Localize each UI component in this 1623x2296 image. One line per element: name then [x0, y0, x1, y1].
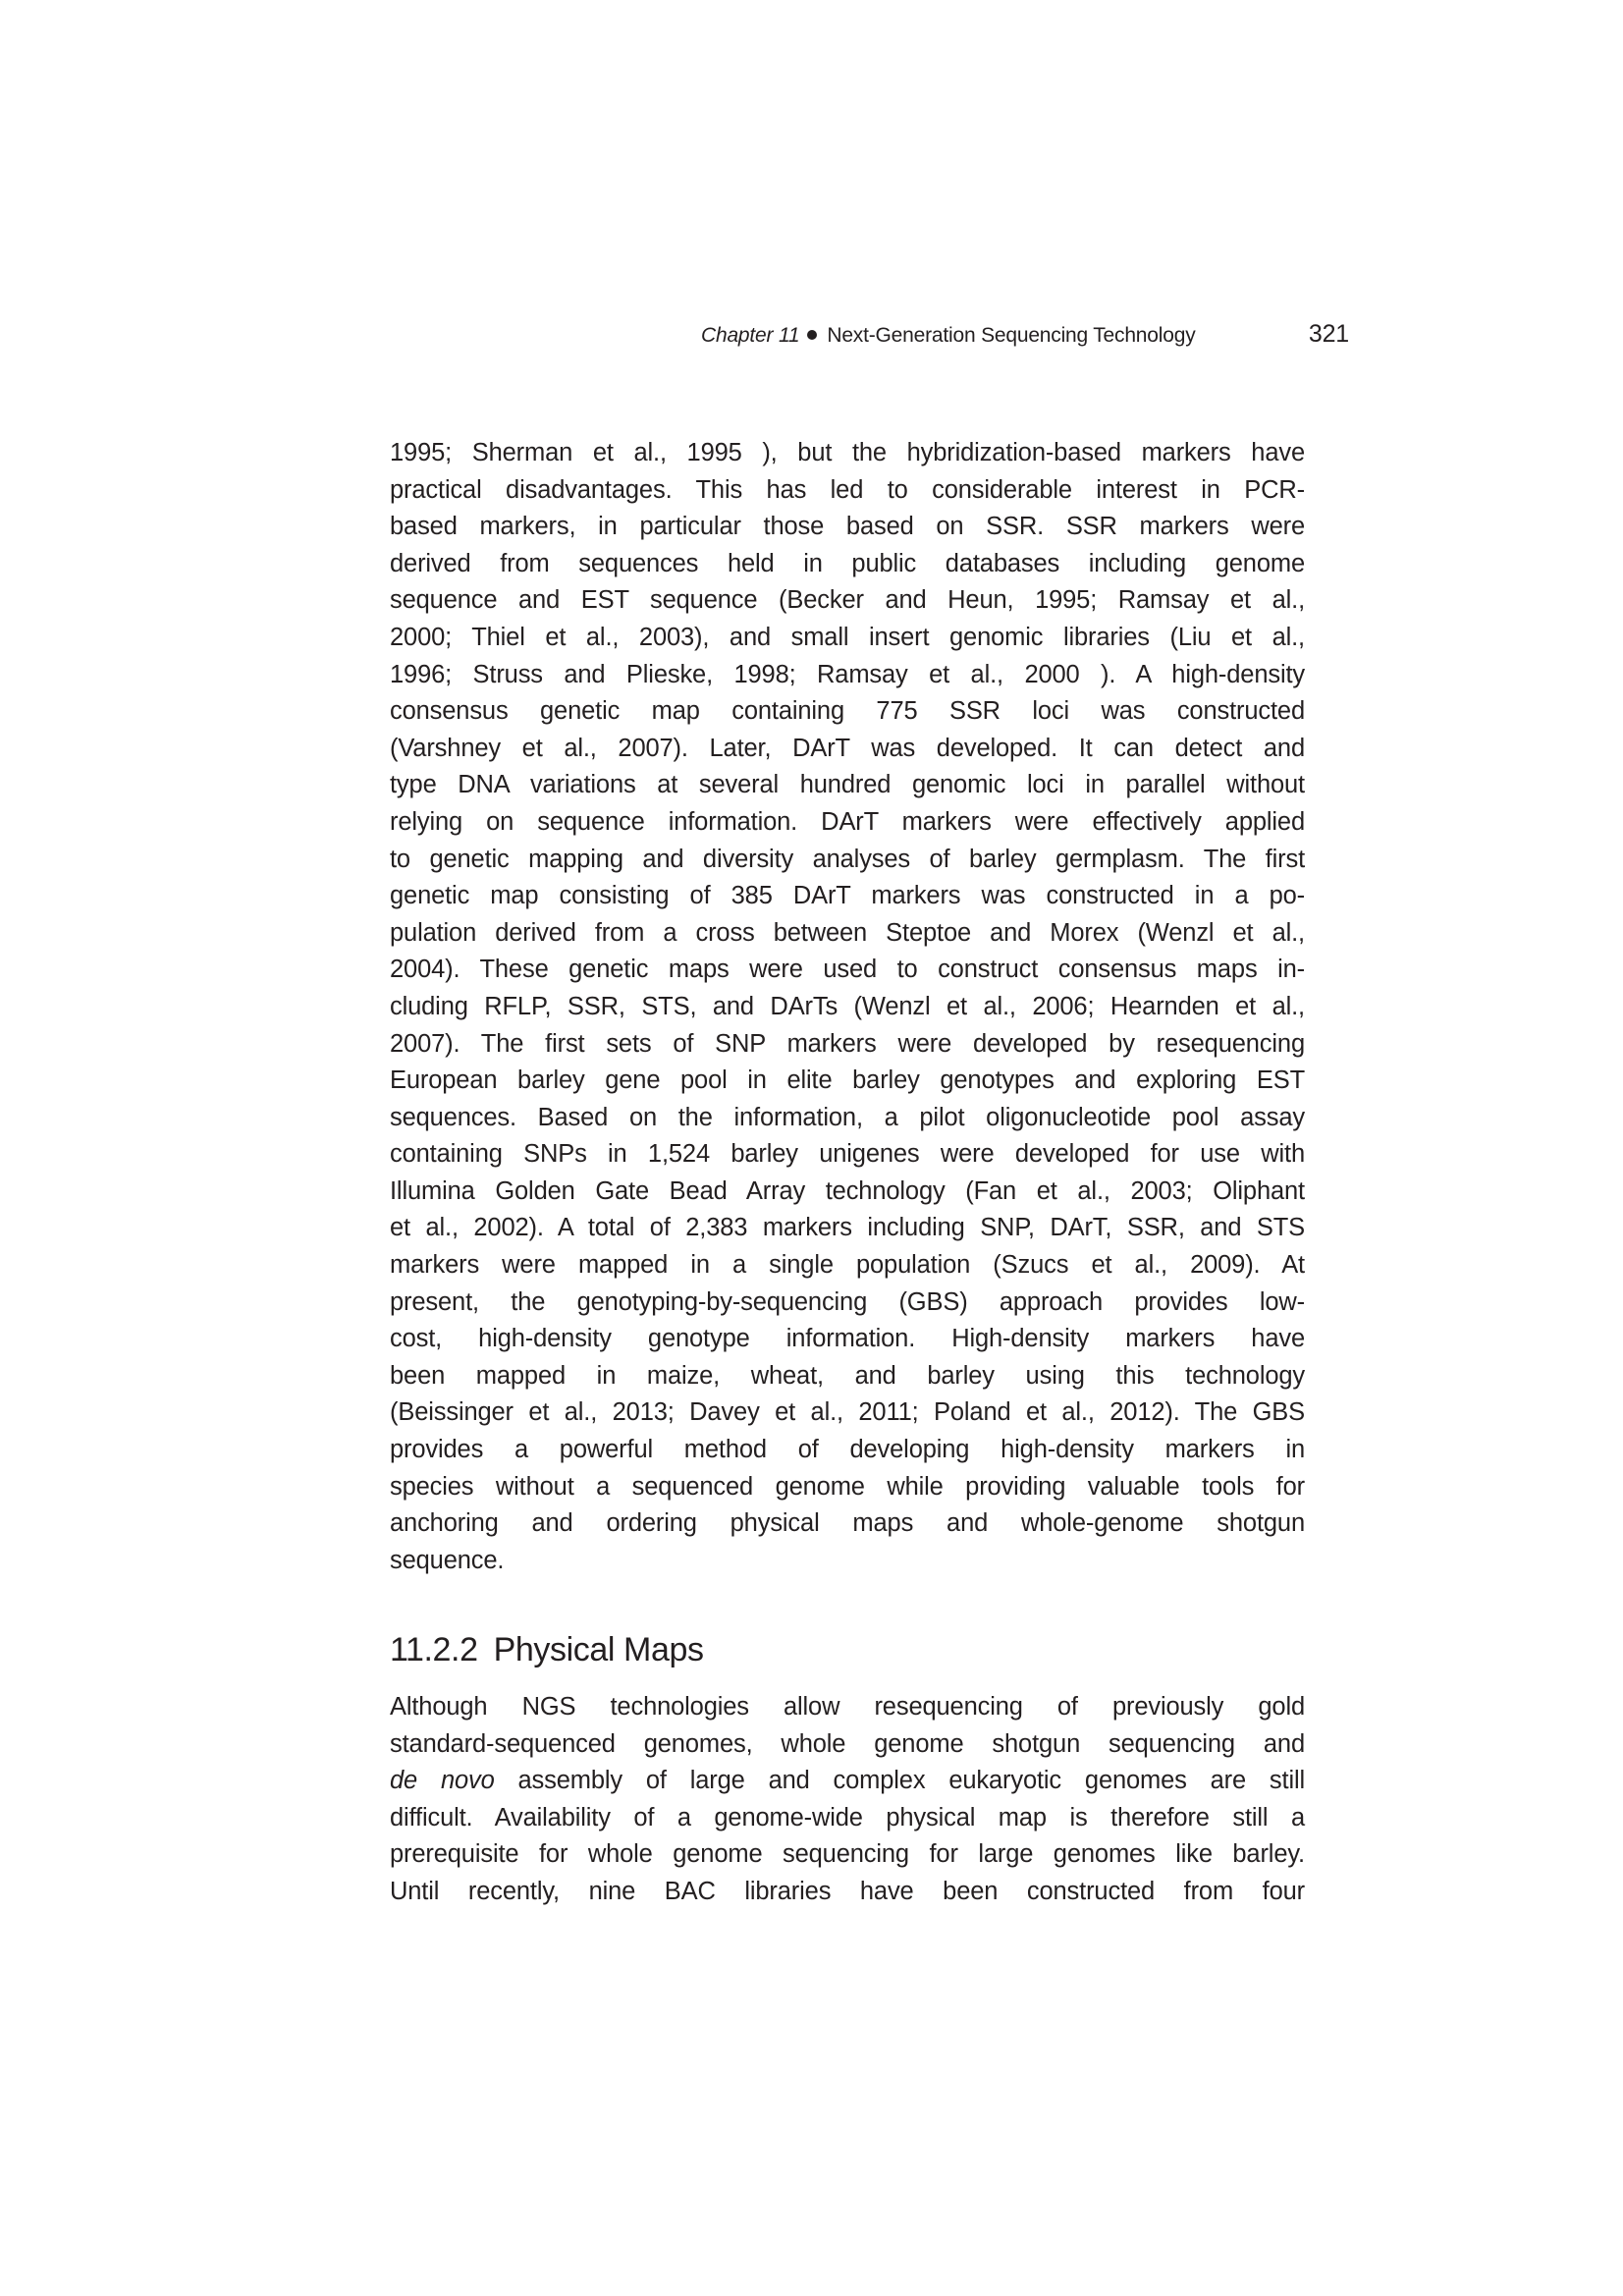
text-line: anchoring and ordering physical maps and whole-genome shotgun — [390, 1509, 1305, 1538]
text-line: relying on sequence information. DArT markers were effectively applied — [390, 807, 1305, 836]
text-line: 1995; Sherman et al., 1995 ), but the hybridization-based markers have — [390, 439, 1305, 466]
text-line: sequence and EST sequence (Becker and Heun, 1995; Ramsay et al., — [390, 586, 1305, 615]
text-line: markers were mapped in a single population (Szucs et al., 2009). At — [390, 1251, 1305, 1280]
text-line: practical disadvantages. This has led to considerable interest in PCR- — [390, 475, 1305, 504]
text-line: 2007). The first sets of SNP markers were developed by resequencing — [390, 1029, 1305, 1058]
italic-term: de novo — [390, 1767, 495, 1795]
text-line: provides a powerful method of developing high-density markers in — [390, 1436, 1305, 1464]
text-line: species without a sequenced genome while providing valuable tools for — [390, 1472, 1305, 1501]
text-line: cost, high-density genotype information. High-density markers have — [390, 1325, 1305, 1353]
text-line: present, the genotyping-by-sequencing (GBS) approach provides low- — [390, 1287, 1305, 1316]
running-head — [701, 320, 1349, 355]
text-line — [390, 1763, 1305, 1800]
text-line: based markers, in particular those based on SSR. SSR markers were — [390, 513, 1305, 541]
page-number: 321 — [1308, 320, 1349, 348]
body-paragraph-2 — [390, 1689, 1305, 1911]
text-line: Illumina Golden Gate Bead Array technology (Fan et al., 2003; Oliphant — [390, 1176, 1305, 1205]
text-line: pulation derived from a cross between Steptoe and Morex (Wenzl et al., — [390, 918, 1305, 947]
text-line: 2000; Thiel et al., 2003), and small insert genomic libraries (Liu et al., — [390, 623, 1305, 651]
text-line: 2004). These genetic maps were used to construct consensus maps in- — [390, 956, 1305, 984]
section-title: Physical Maps — [493, 1631, 704, 1668]
section-number: 11.2.2 — [390, 1631, 478, 1668]
text-line: derived from sequences held in public databases including genome — [390, 549, 1305, 577]
text-line: standard-sequenced genomes, whole genome shotgun sequencing and — [390, 1729, 1305, 1758]
text-line: genetic map consisting of 385 DArT markers was constructed in a po- — [390, 882, 1305, 910]
bullet-icon — [807, 330, 817, 340]
text-line: Although NGS technologies allow resequencing of previously gold — [390, 1693, 1305, 1721]
text-line: et al., 2002). A total of 2,383 markers including SNP, DArT, SSR, and STS — [390, 1214, 1305, 1242]
section-heading — [390, 1630, 704, 1669]
text-line: to genetic mapping and diversity analyses of barley germplasm. The first — [390, 845, 1305, 873]
text-line: containing SNPs in 1,524 barley unigenes were developed for use with — [390, 1140, 1305, 1169]
body-paragraph-1 — [390, 435, 1305, 1579]
text-line: (Beissinger et al., 2013; Davey et al., 2011; Poland et al., 2012). The GBS — [390, 1398, 1305, 1427]
text-line: cluding RFLP, SSR, STS, and DArTs (Wenzl et al., 2006; Hearnden et al., — [390, 992, 1305, 1020]
text-line: European barley gene pool in elite barley genotypes and exploring EST — [390, 1066, 1305, 1095]
text-line: 1996; Struss and Plieske, 1998; Ramsay et al., 2000 ). A high-density — [390, 660, 1305, 688]
text-line: sequence. — [390, 1546, 505, 1574]
text-line: been mapped in maize, wheat, and barley using this technology — [390, 1361, 1305, 1390]
text-line: (Varshney et al., 2007). Later, DArT was developed. It can detect and — [390, 734, 1305, 762]
text-line: difficult. Availability of a genome-wide physical map is therefore still a — [390, 1803, 1305, 1831]
text-line: consensus genetic map containing 775 SSR loci was constructed — [390, 697, 1305, 726]
text-line: type DNA variations at several hundred genomic loci in parallel without — [390, 771, 1305, 799]
text-fragment: assembly of large and complex eukaryotic genomes are still — [494, 1767, 1305, 1795]
text-line: sequences. Based on the information, a pilot oligonucleotide pool assay — [390, 1103, 1305, 1131]
running-head-title: Next-Generation Sequencing Technology — [827, 324, 1196, 347]
text-line: prerequisite for whole genome sequencing for large genomes like barley. — [390, 1840, 1305, 1869]
chapter-label: Chapter 11 — [701, 324, 800, 347]
text-line: Until recently, nine BAC libraries have been constructed from four — [390, 1877, 1305, 1905]
